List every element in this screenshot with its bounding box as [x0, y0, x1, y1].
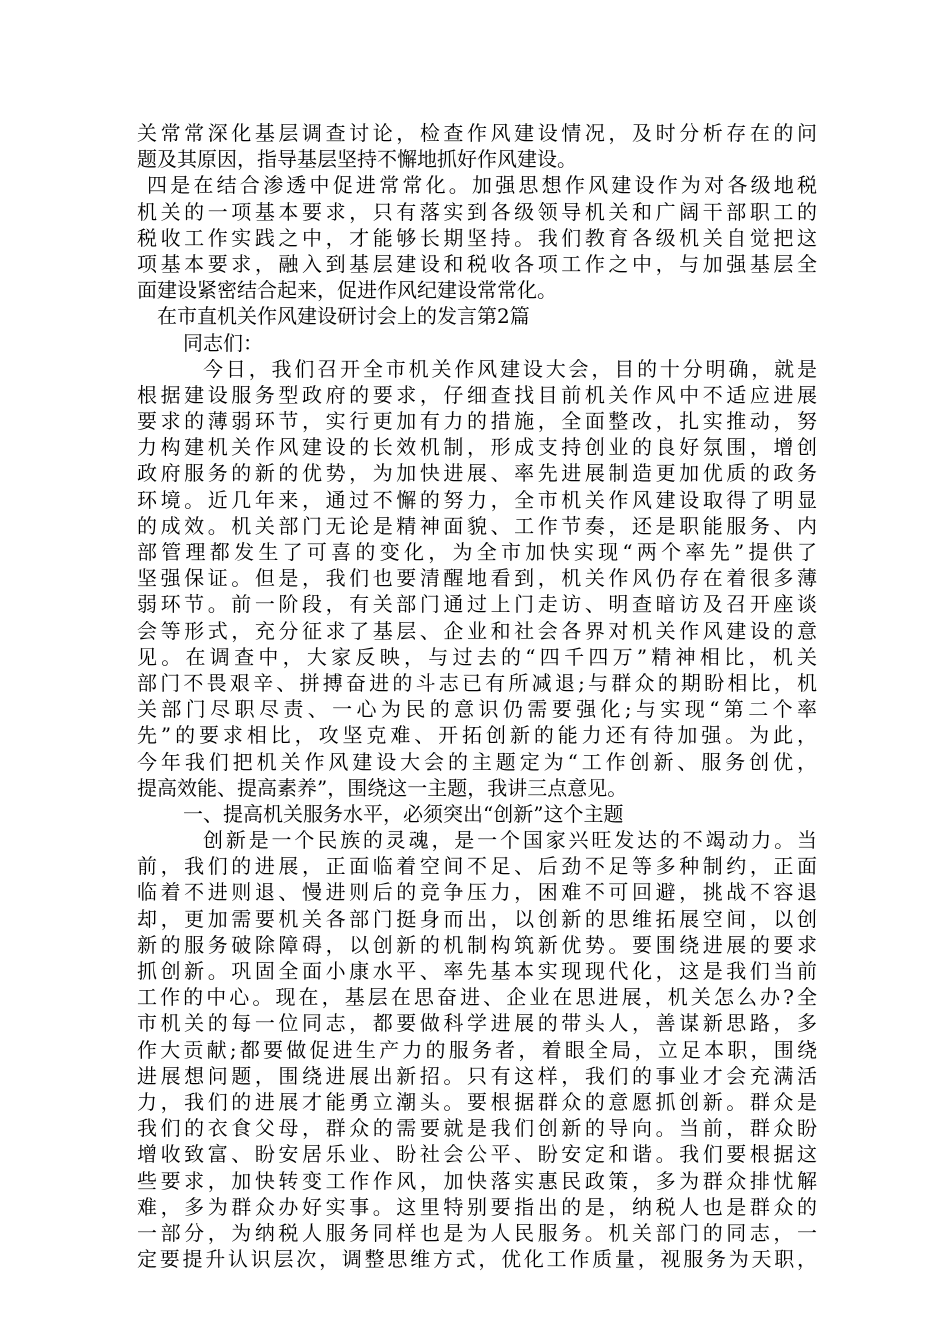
text-line: 些要求，加快转变工作作风，加快落实惠民政策，多为群众排忧解 — [137, 1168, 817, 1193]
text-line: 临着不进则退、慢进则后的竞争压力，困难不可回避，挑战不容退 — [137, 880, 817, 905]
text-line: 抓创新。巩固全面小康水平、率先基本实现现代化，这是我们当前 — [137, 959, 817, 983]
text-line: 前，我们的进展，正面临着空间不足、后劲不足等多种制约，正面 — [137, 854, 817, 879]
text-line: 创新是一个民族的灵魂，是一个国家兴旺发达的不竭动力。当 — [203, 828, 817, 853]
document-body — [137, 120, 817, 1272]
text-line: 增收致富、盼安居乐业、盼社会公平、盼安定和谐。我们要根据这 — [137, 1142, 817, 1167]
text-line: 一部分，为纳税人服务同样也是为人民服务。机关部门的同志，一 — [137, 1220, 817, 1245]
text-line: 面建设紧密结合起来，促进作风纪建设常常化。 — [137, 278, 557, 303]
text-line: 部门不畏艰辛、拼搏奋进的斗志已有所减退;与群众的期盼相比，机 — [137, 670, 817, 695]
text-line: 定要提升认识层次，调整思维方式，优化工作质量，视服务为天职， — [137, 1247, 817, 1272]
text-line: 却，更加需要机关各部门挺身而出，以创新的思维拓展空间，以创 — [137, 906, 817, 931]
text-line: 根据建设服务型政府的要求，仔细查找目前机关作风中不适应进展 — [137, 382, 817, 407]
text-line: 坚强保证。但是，我们也要清醒地看到，机关作风仍存在着很多薄 — [137, 566, 817, 591]
text-line: 先”的要求相比，攻坚克难、开拓创新的能力还有待加强。为此， — [137, 723, 817, 748]
section-heading: 一、提高机关服务水平，必须突出“创新”这个主题 — [183, 801, 624, 826]
text-line: 市机关的每一位同志，都要做科学进展的带头人，善谋新思路，多 — [137, 1011, 817, 1036]
text-line: 关部门尽职尽责、一心为民的意识仍需要强化;与实现“第二个率 — [137, 697, 817, 722]
text-line: 机关的一项基本要求，只有落实到各级领导机关和广阔干部职工的 — [137, 199, 817, 224]
text-line: 会等形式，充分征求了基层、企业和社会各界对机关作风建设的意 — [137, 618, 817, 643]
text-line: 今日，我们召开全市机关作风建设大会，目的十分明确，就是 — [203, 356, 817, 381]
text-line: 进展想问题，围绕进展出新招。只有这样，我们的事业才会充满活 — [137, 1063, 817, 1088]
text-line: 见。在调查中，大家反映，与过去的“四千四万”精神相比，机关 — [137, 644, 817, 669]
text-line: 四是在结合渗透中促进常常化。加强思想作风建设作为对各级地税 — [147, 173, 817, 198]
text-line: 力，我们的进展才能勇立潮头。要根据群众的意愿抓创新。群众是 — [137, 1089, 817, 1114]
text-line: 税收工作实践之中，才能够长期坚持。我们教育各级机关自觉把这 — [137, 225, 817, 250]
text-line: 关常常深化基层调查讨论，检查作风建设情况，及时分析存在的问 — [137, 121, 817, 145]
text-line: 环境。近几年来，通过不懈的努力，全市机关作风建设取得了明显 — [137, 487, 817, 512]
text-line: 政府服务的新的优势，为加快进展、率先进展制造更加优质的政务 — [137, 461, 817, 486]
section-title: 在市直机关作风建设研讨会上的发言第2篇 — [157, 304, 530, 329]
text-line: 提高效能、提高素养”，围绕这一主题，我讲三点意见。 — [137, 775, 628, 800]
text-line: 弱环节。前一阶段，有关部门通过上门走访、明查暗访及召开座谈 — [137, 592, 817, 617]
salutation: 同志们： — [183, 330, 263, 355]
text-line: 作大贡献;都要做促进生产力的服务者，着眼全局，立足本职，围绕 — [137, 1037, 817, 1062]
text-line: 的成效。机关部门无论是精神面貌、工作节奏，还是职能服务、内 — [137, 513, 817, 538]
text-line: 我们的衣食父母，群众的需要就是我们创新的导向。当前，群众盼 — [137, 1116, 817, 1141]
text-line: 新的服务破除障碍，以创新的机制构筑新优势。要围绕进展的要求 — [137, 932, 817, 957]
text-line: 难，多为群众办好实事。这里特别要指出的是，纳税人也是群众的 — [137, 1194, 817, 1219]
text-line: 力构建机关作风建设的长效机制，形成支持创业的良好氛围，增创 — [137, 435, 817, 460]
text-line: 工作的中心。现在，基层在思奋进、企业在思进展，机关怎么办?全 — [137, 985, 817, 1010]
text-line: 部管理都发生了可喜的变化，为全市加快实现“两个率先”提供了 — [137, 540, 817, 564]
text-line: 项基本要求，融入到基层建设和税收各项工作之中，与加强基层全 — [137, 251, 817, 276]
text-line: 题及其原因，指导基层坚持不懈地抓好作风建设。 — [137, 147, 577, 172]
text-line: 要求的薄弱环节，实行更加有力的措施，全面整改，扎实推动，努 — [137, 409, 817, 434]
text-line: 今年我们把机关作风建设大会的主题定为“工作创新、服务创优， — [137, 749, 817, 774]
